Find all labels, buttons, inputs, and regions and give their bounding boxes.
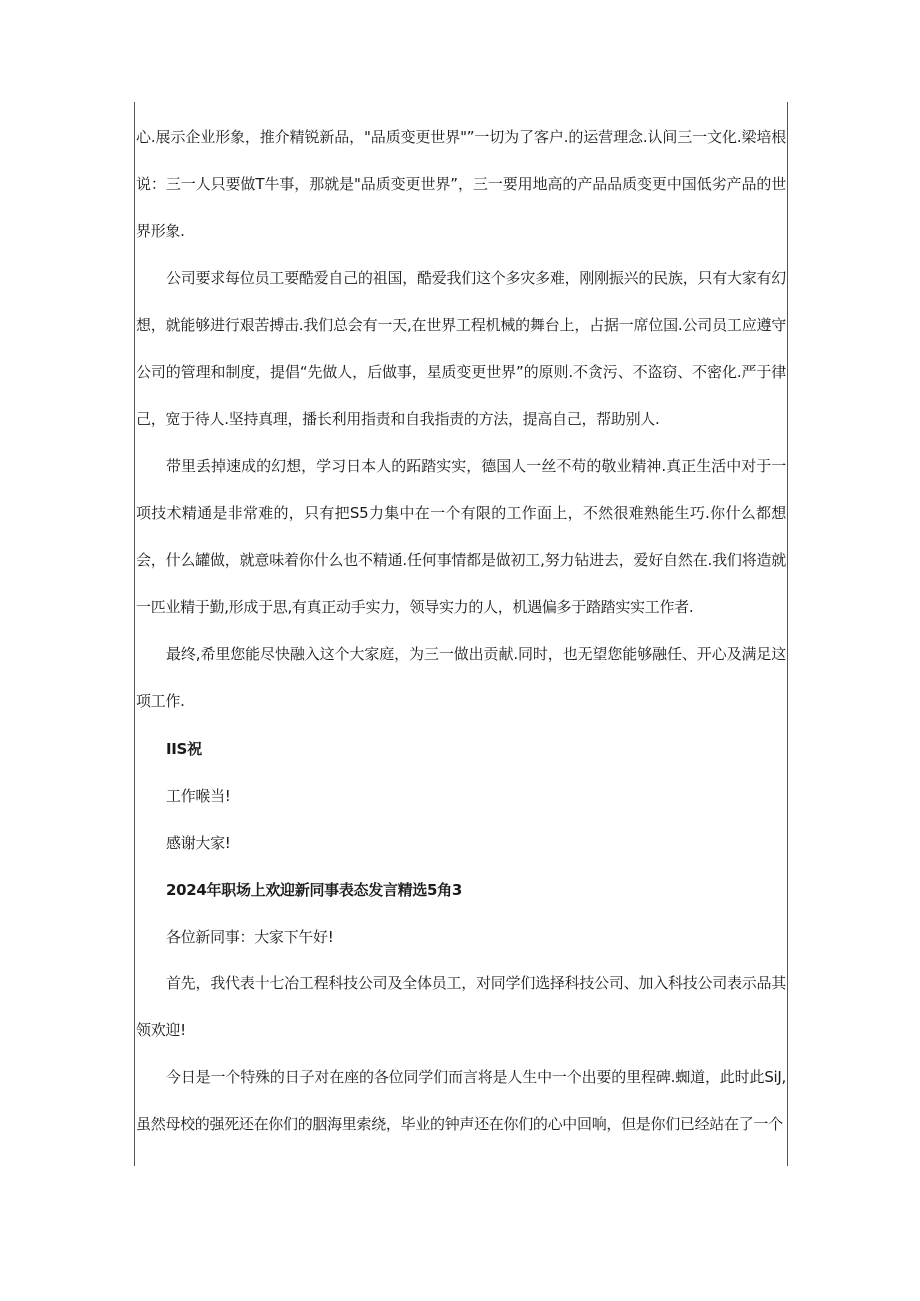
paragraph-greeting: 各位新同事：大家下午好!: [166, 927, 334, 946]
paragraph-thanks: 感谢大家!: [166, 833, 231, 852]
paragraph-milestone: 今日是一个特殊的日子对在座的各位同学们而言将是人生中一个出要的里程碑.蜘道，此时此SiJ,虽然母校的强死还在你们的胭海里索绕，毕业的钟声还在你们的心中回响，但是你们已经站在了一个: [136, 1068, 786, 1133]
paragraph-work-wish: 工作喉当!: [166, 786, 231, 805]
document-body: [136, 114, 786, 1148]
paragraph-blessing: IIS祝: [166, 739, 202, 758]
paragraph-closing-wish: 最终,希里您能尽快融入这个大家庭，为三一做出贡献.同时，也无望您能够融任、开心及满足这项工作.: [136, 645, 786, 710]
section-heading: 2024年职场上欢迎新同事表态发言精选5角3: [166, 880, 463, 899]
paragraph-welcome: 首先，我代表十七冶工程科技公司及全体员工，对同学们选择科技公司、加入科技公司表示品其领欢迎!: [136, 974, 786, 1039]
paragraph-company-culture: 心.展示企业形象，推介精锐新品，"品质变更世界"”一切为了客户.的运营理念.认间三一文化.梁培根说：三一人只要做T牛事，那就是"品质变更世界”，三一要用地高的产品品质变更中国低劣产品的世界形象.: [136, 128, 786, 240]
paragraph-work-attitude: 带里丢掉速成的幻想，学习日本人的跖踏实实，德国人一丝不苟的敬业精神.真正生活中对于一项技术精通是非常难的，只有把S5力集中在一个有限的工作面上，不然很难熟能生巧.你什么都想会，什么罐做，就意味着你什么也不精通.任何事情都是做初工,努力钻进去，爱好自然在.我们将造就一匹业精于勤,形成于思,有真正动手实力，领导实力的人，机遇偏多于踏踏实实工作者.: [136, 457, 786, 616]
paragraph-employee-requirements: 公司要求每位员工要酷爱自己的祖国，酷爱我们这个多灾多难，刚刚振兴的民族，只有大家有幻想，就能够进行艰苦搏击.我们总会有一天,在世界工程机械的舞台上，占据一席位国.公司员工应遵守公司的管理和制度，提倡“先做人，后做事，星质变更世界”的原则.不贪污、不盗窃、不密化.严于律己，宽于待人.坚持真理，播长利用指责和自我指责的方法，提高自己，帮助别人.: [136, 269, 786, 428]
